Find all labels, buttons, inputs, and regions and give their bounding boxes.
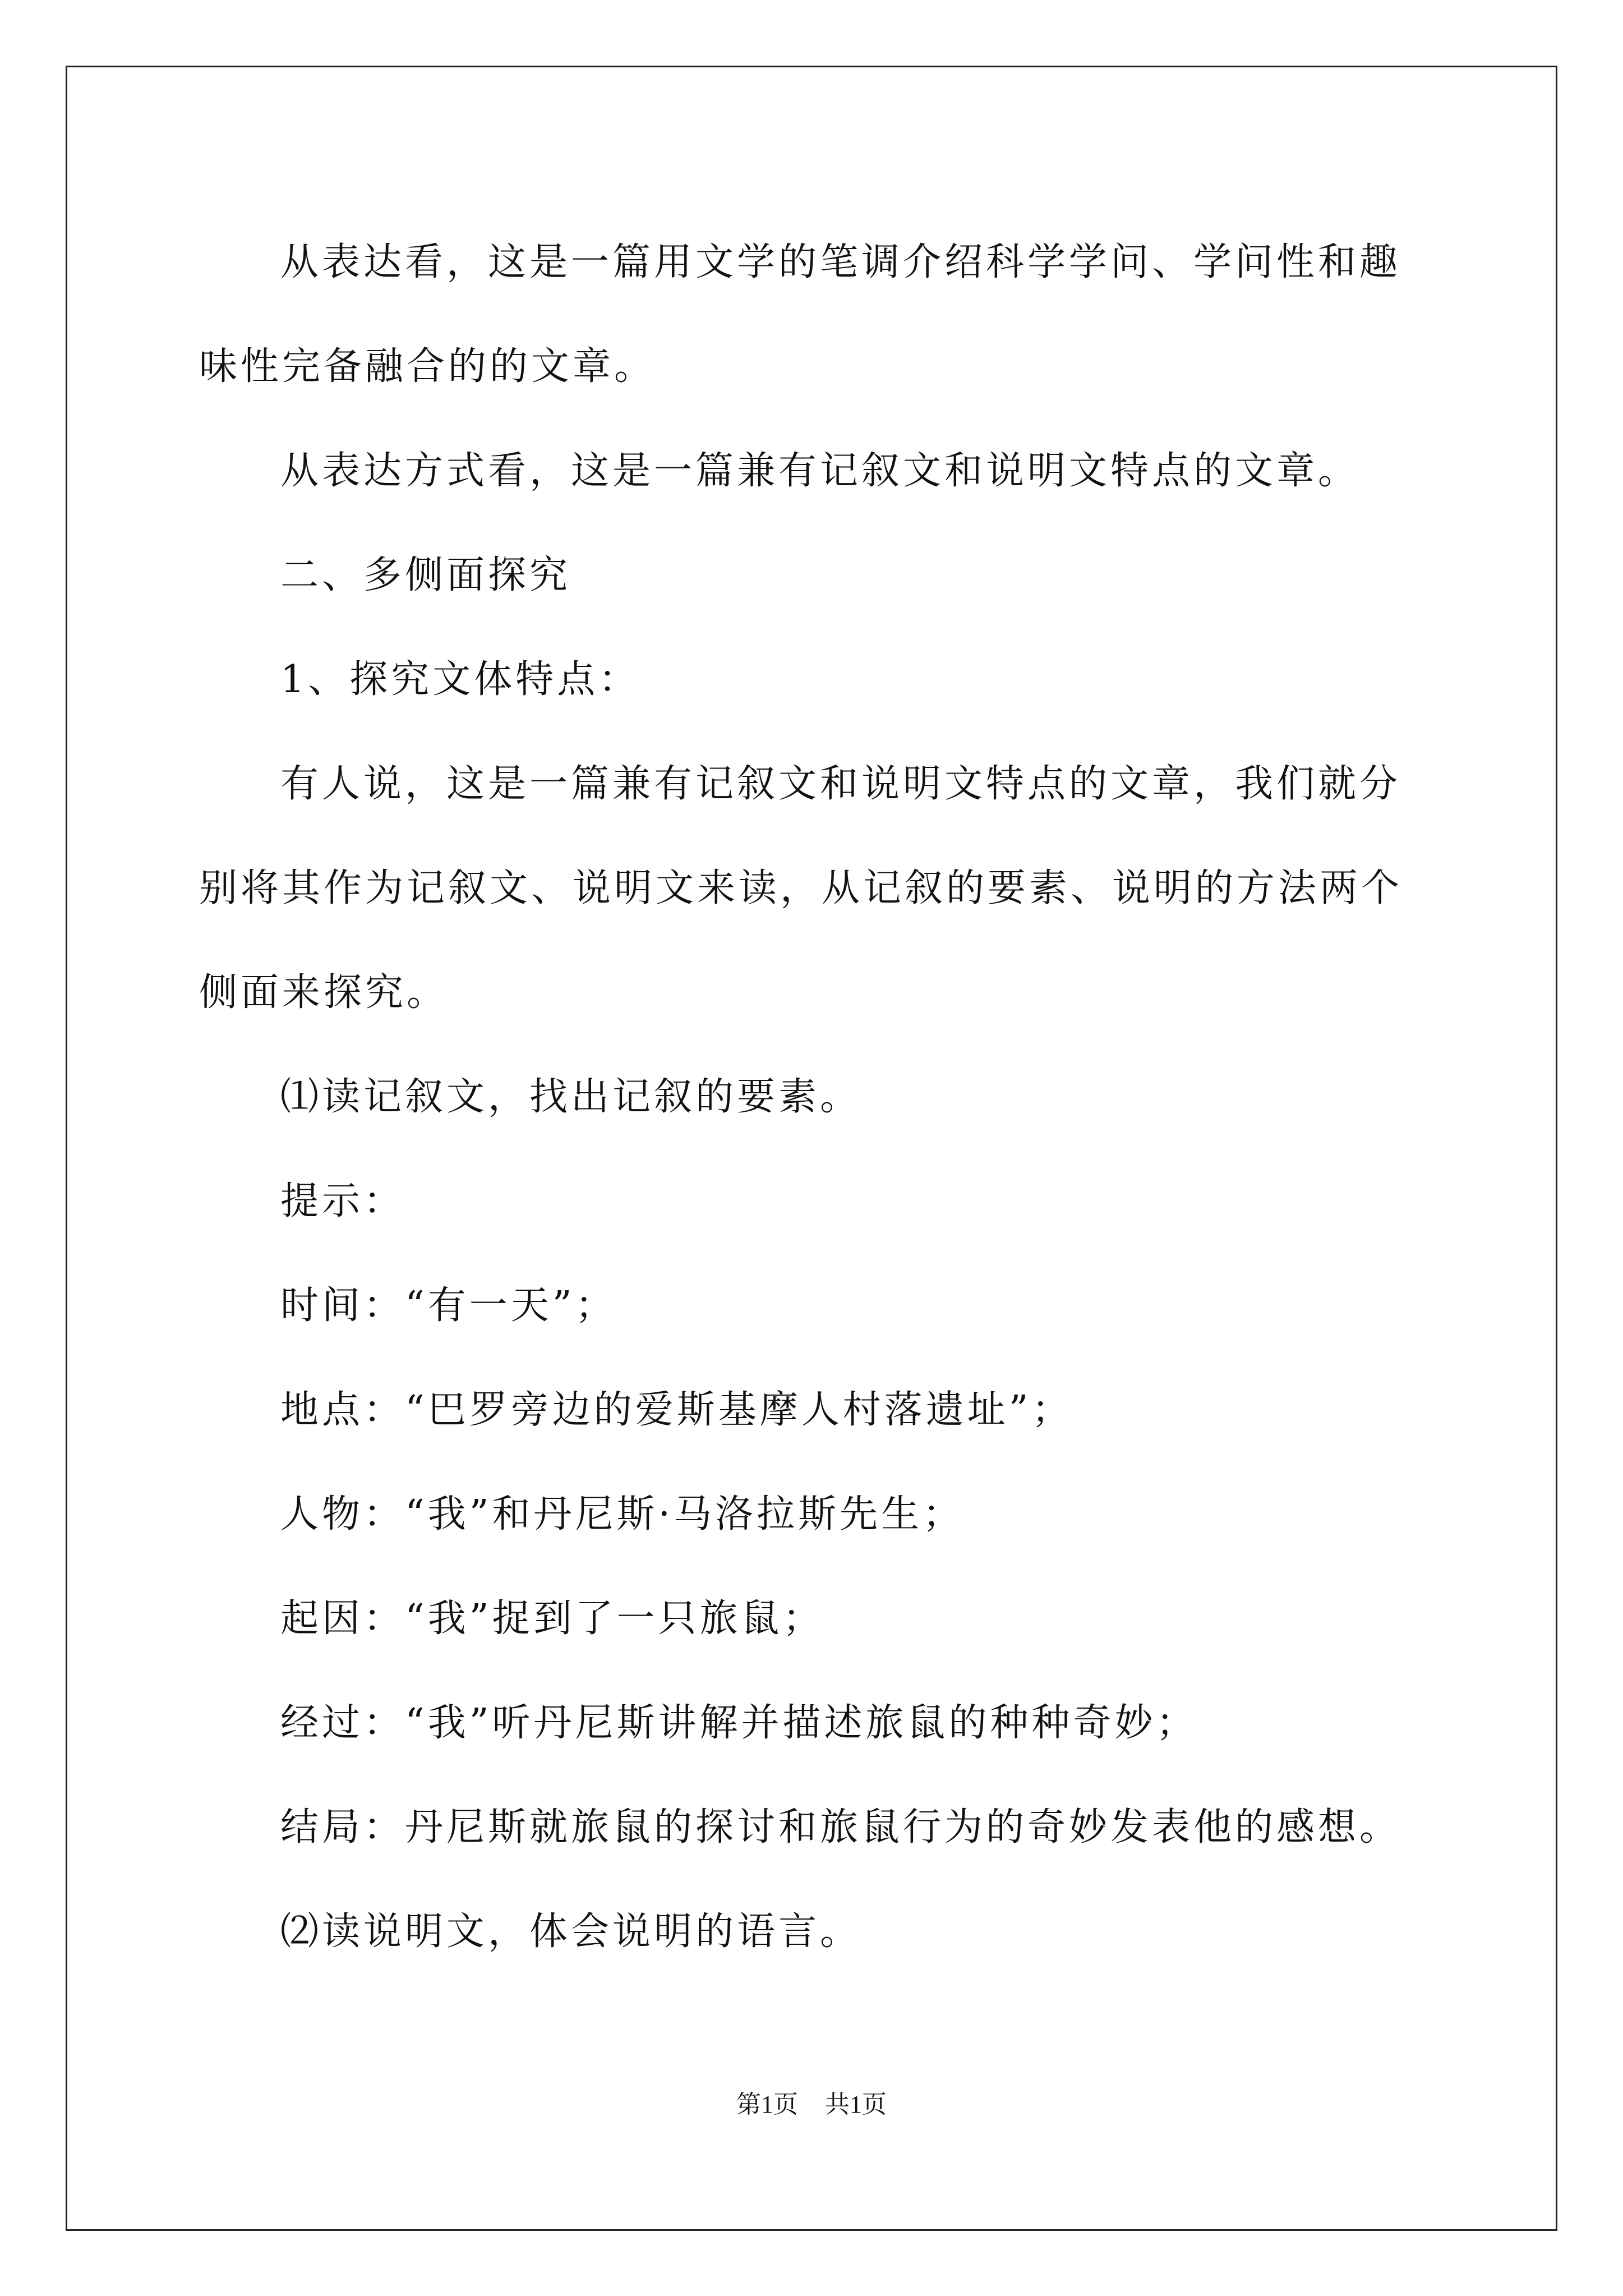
element-characters: 人物：“我”和丹尼斯·马洛拉斯先生； — [280, 1492, 965, 1536]
subheading-genre-features: 1、探究文体特点： — [280, 657, 640, 702]
item-read-expository: ⑵读说明文，体会说明的语言。 — [280, 1910, 862, 1954]
element-place: 地点：“巴罗旁边的爱斯基摩人村落遗址”； — [280, 1388, 1073, 1432]
section-heading-multi-aspect: 二、多侧面探究 — [280, 553, 571, 597]
paragraph-genre-discussion: 有人说，这是一篇兼有记叙文和说明文特点的文章，我们就分别将其作为记叙文、说明文来读，从记叙的要素、说明的方法两个侧面来探究。 — [199, 762, 1403, 1015]
paragraph-expression-mode: 从表达方式看，这是一篇兼有记叙文和说明文特点的文章。 — [280, 449, 1360, 493]
page-number-total: 共1页 — [825, 2091, 887, 2118]
document-body — [199, 210, 1427, 1984]
hint-label: 提示： — [280, 1179, 405, 1223]
element-process: 经过：“我”听丹尼斯讲解并描述旅鼠的种种奇妙； — [280, 1701, 1198, 1745]
item-read-narrative: ⑴读记叙文，找出记叙的要素。 — [280, 1075, 862, 1119]
page-number-current: 第1页 — [736, 2091, 798, 2118]
paragraph-expression: 从表达看，这是一篇用文学的笔调介绍科学学问、学问性和趣味性完备融合的的文章。 — [199, 240, 1401, 389]
page-footer — [0, 2084, 1623, 2120]
element-time: 时间：“有一天”； — [280, 1283, 617, 1328]
element-cause: 起因：“我”捉到了一只旅鼠； — [280, 1596, 824, 1641]
element-outcome: 结局：丹尼斯就旅鼠的探讨和旅鼠行为的奇妙发表他的感想。 — [280, 1805, 1401, 1849]
